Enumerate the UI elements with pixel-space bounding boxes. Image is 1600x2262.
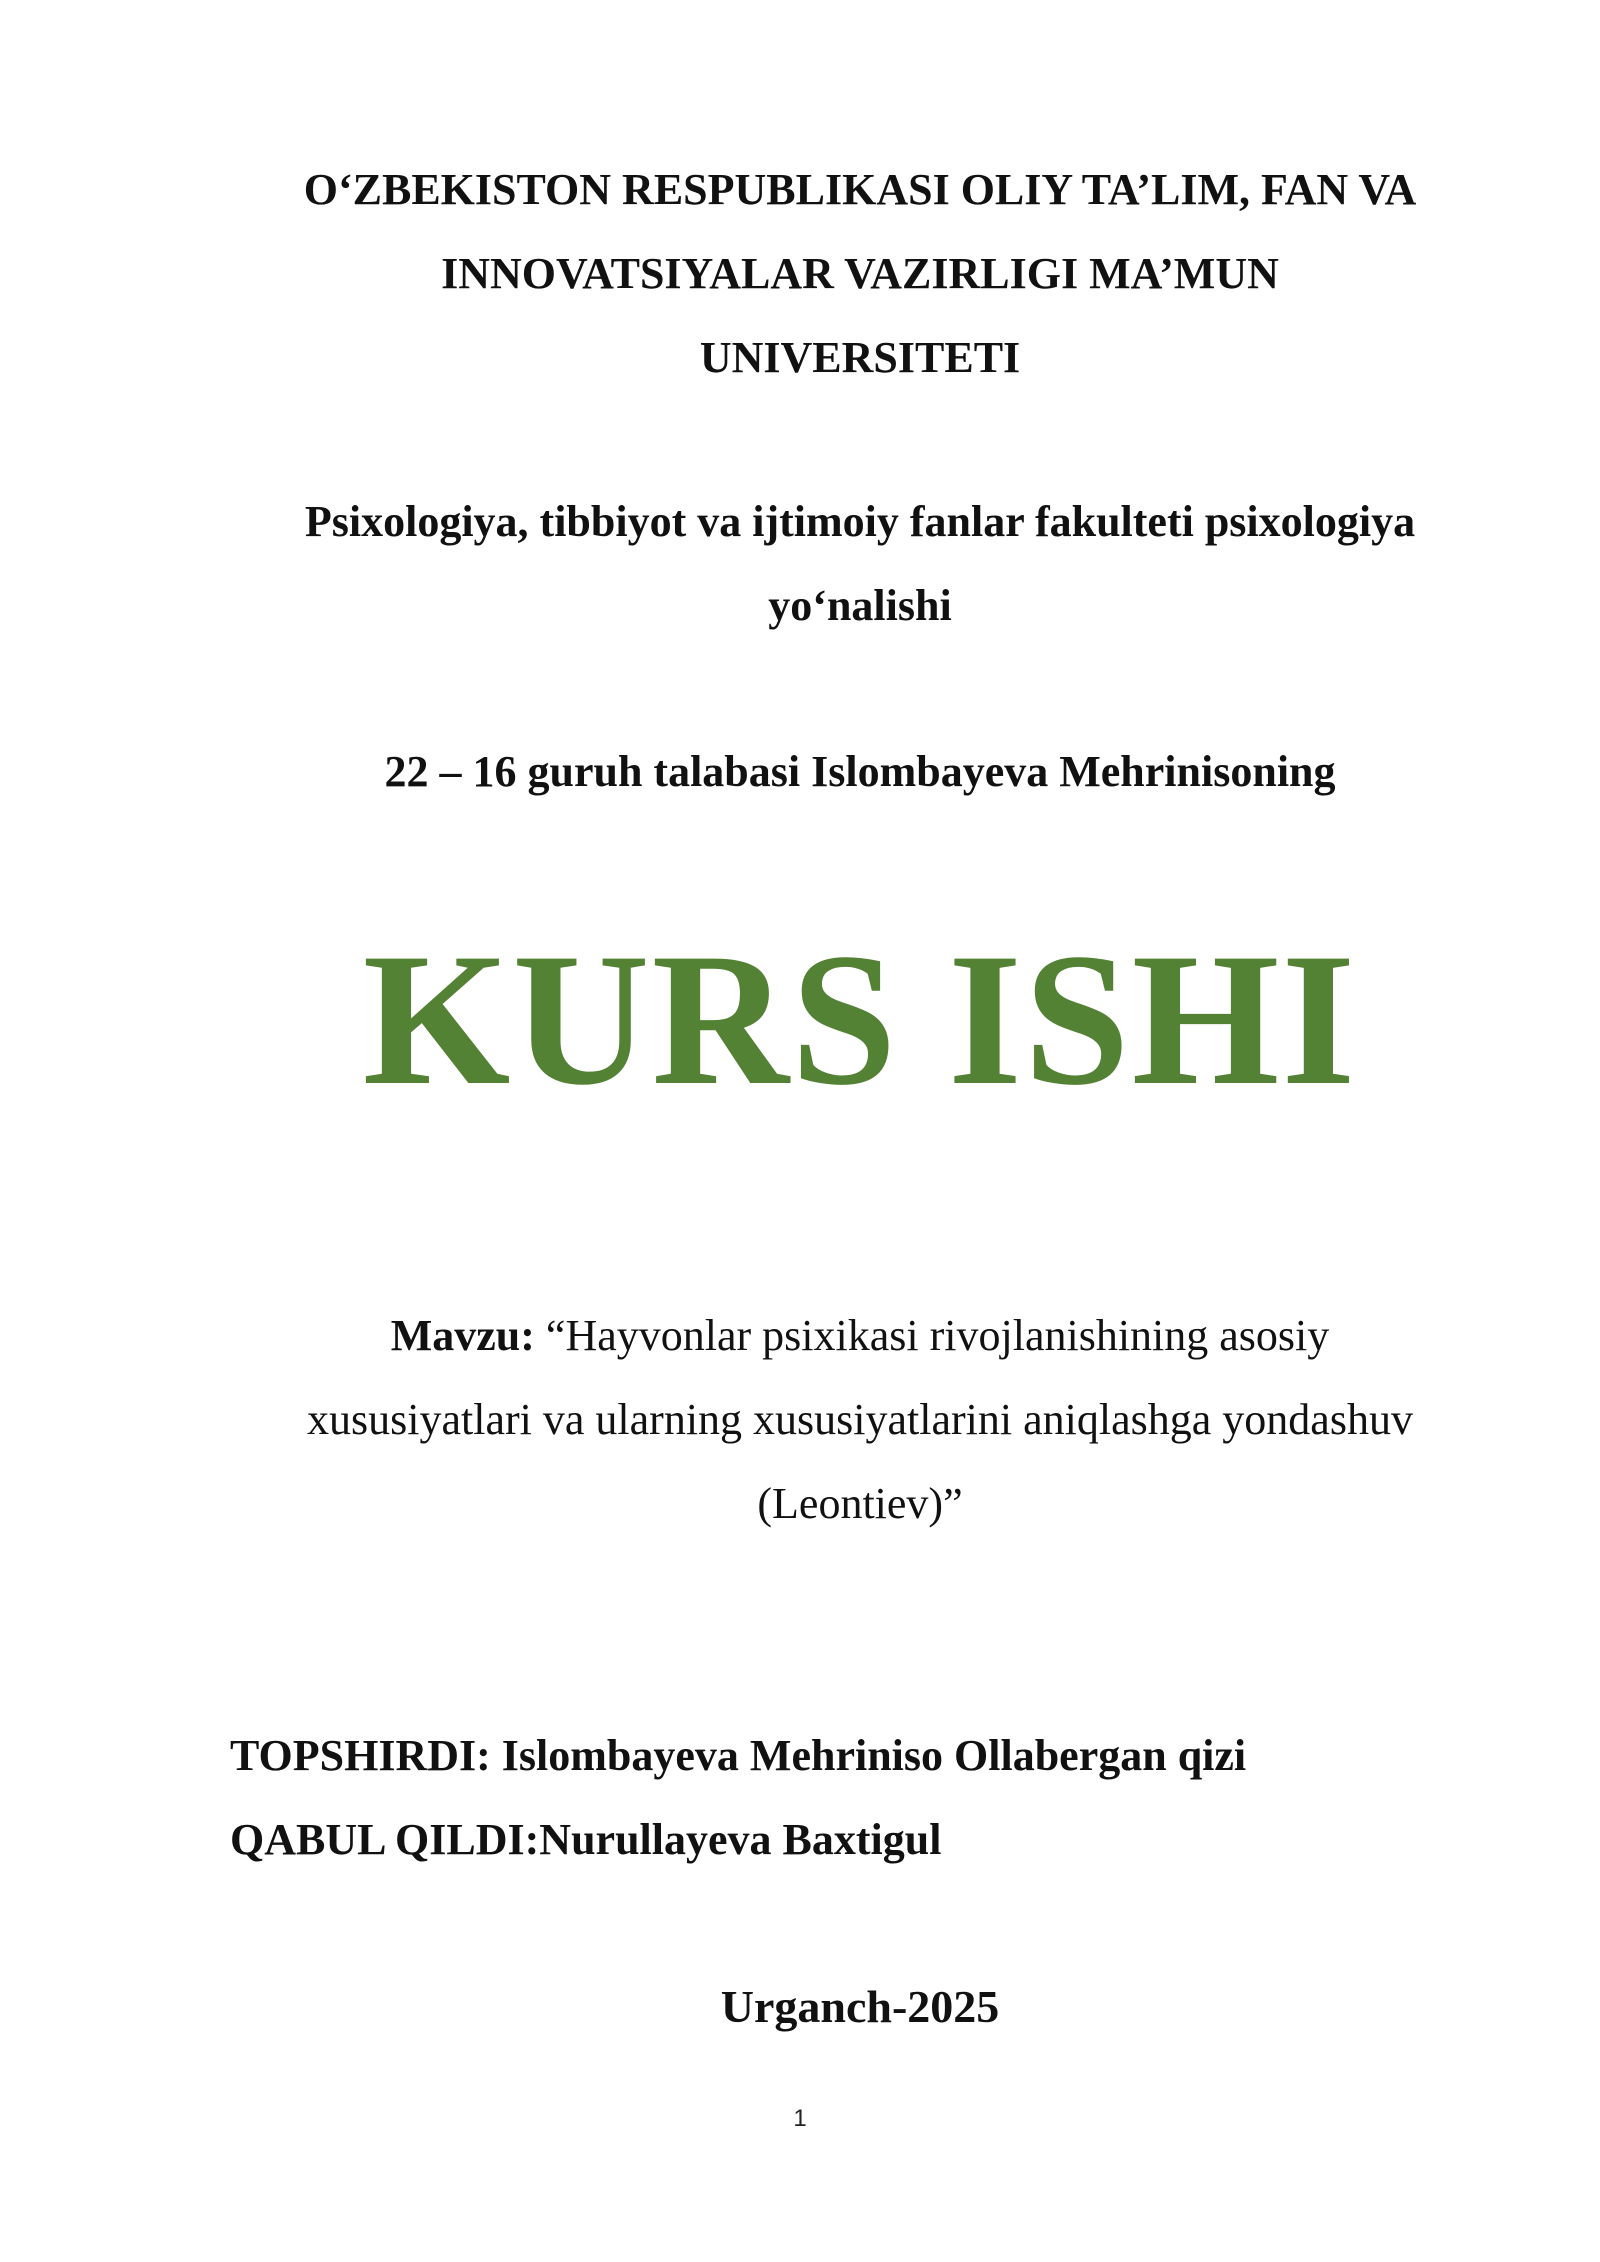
faculty-heading	[230, 480, 1490, 648]
topic-block	[230, 1294, 1490, 1546]
student-line: 22 – 16 guruh talabasi Islombayeva Mehrinisoning	[384, 747, 1336, 796]
ministry-line-1: O‘ZBEKISTON RESPUBLIKASI OLIY TA’LIM, FAN VA	[303, 165, 1417, 214]
page-number: 1	[793, 2105, 807, 2132]
ministry-line-3: UNIVERSITETI	[699, 333, 1021, 382]
topic-line-1	[230, 1294, 1490, 1378]
submission-block	[230, 1714, 1490, 1882]
city-year: Urganch-2025	[720, 1981, 1000, 2032]
topic-line-3: (Leontiev)”	[757, 1479, 963, 1528]
ministry-line-2: INNOVATSIYALAR VAZIRLIGI MA’MUN	[441, 249, 1279, 298]
faculty-line-2: yo‘nalishi	[768, 581, 952, 630]
topic-line-2: xususiyatlari va ularning xususiyatlarini aniqlashga yondashuv	[307, 1395, 1413, 1444]
ministry-heading	[230, 148, 1490, 400]
accepted-by: QABUL QILDI:Nurullayeva Baxtigul	[230, 1815, 942, 1864]
document-title: KURS ISHI	[362, 915, 1358, 1125]
topic-label: Mavzu:	[390, 1311, 535, 1360]
submitted-by: TOPSHIRDI: Islombayeva Mehriniso Ollabergan qizi	[230, 1731, 1247, 1780]
topic-text-1: “Hayvonlar psixikasi rivojlanishining asosiy	[534, 1311, 1330, 1360]
faculty-line-1: Psixologiya, tibbiyot va ijtimoiy fanlar fakulteti psixologiya	[304, 497, 1416, 546]
